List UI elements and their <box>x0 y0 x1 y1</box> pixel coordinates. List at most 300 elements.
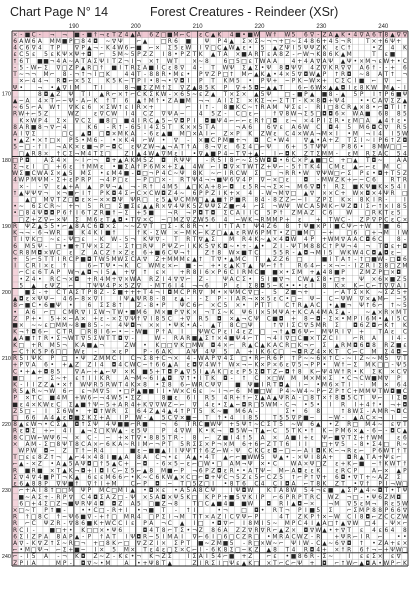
stitch-symbol: ◘ <box>148 488 154 495</box>
stitch-symbol: C <box>254 342 259 349</box>
stitch-symbol: ¬ <box>49 32 55 39</box>
stitch-symbol: W <box>49 230 56 237</box>
stitch-symbol: P <box>99 190 104 197</box>
stitch-symbol: T <box>217 323 222 330</box>
stitch-symbol: ↑ <box>49 507 55 514</box>
stitch-symbol: R <box>56 494 61 501</box>
stitch-symbol: 8 <box>205 58 209 65</box>
stitch-symbol: W <box>402 514 408 521</box>
stitch-symbol: ■ <box>37 58 43 65</box>
stitch-symbol: A <box>136 276 141 283</box>
stitch-symbol: 6 <box>347 428 352 435</box>
stitch-symbol: × <box>117 91 123 98</box>
stitch-symbol: ~ <box>148 534 154 541</box>
stitch-symbol: ▲ <box>309 157 315 164</box>
stitch-symbol: P <box>285 494 290 501</box>
stitch-symbol: 6 <box>365 124 370 131</box>
stitch-symbol: Ψ <box>315 144 321 151</box>
stitch-symbol: □ <box>105 151 111 158</box>
stitch-symbol: ⌐ <box>235 118 241 125</box>
stitch-symbol: I <box>230 488 233 495</box>
stitch-symbol: + <box>291 144 296 151</box>
stitch-symbol: ⌐ <box>377 534 383 541</box>
stitch-symbol: × <box>371 39 377 46</box>
stitch-symbol: T <box>161 507 166 514</box>
stitch-symbol: Σ <box>167 85 172 92</box>
stitch-symbol: ε <box>137 204 141 211</box>
stitch-symbol: ∇ <box>316 58 321 65</box>
stitch-symbol: ~ <box>247 105 253 112</box>
stitch-symbol: K <box>93 521 98 528</box>
stitch-symbol: Σ <box>229 356 234 363</box>
stitch-symbol: ε <box>341 164 345 171</box>
stitch-symbol: R <box>211 157 216 164</box>
stitch-symbol: ε <box>390 329 395 336</box>
stitch-symbol: 4 <box>31 210 36 217</box>
stitch-symbol: ε <box>44 323 48 330</box>
stitch-symbol: R <box>266 527 271 534</box>
stitch-symbol: ↑ <box>37 336 43 343</box>
stitch-symbol: ε <box>100 164 104 171</box>
stitch-symbol: M <box>278 468 284 475</box>
stitch-symbol: • <box>236 243 240 250</box>
stitch-symbol: Σ <box>75 217 79 224</box>
stitch-symbol: ■ <box>111 65 117 72</box>
stitch-symbol: □ <box>148 501 154 508</box>
stitch-symbol: C <box>167 415 172 422</box>
stitch-symbol: ~ <box>216 408 222 415</box>
stitch-symbol: R <box>142 296 148 303</box>
stitch-symbol: × <box>192 309 197 316</box>
stitch-symbol: Z <box>74 362 79 369</box>
stitch-symbol: P <box>310 362 314 369</box>
stitch-symbol: C <box>235 276 240 283</box>
stitch-symbol: ~ <box>297 197 303 204</box>
stitch-symbol: T <box>236 481 240 488</box>
stitch-symbol: ⌐ <box>216 448 222 455</box>
stitch-symbol: 4 <box>248 190 253 197</box>
stitch-symbol: □ <box>92 65 99 72</box>
stitch-symbol: ▲ <box>229 256 234 263</box>
stitch-symbol: □ <box>18 375 25 382</box>
stitch-symbol: I <box>329 223 332 230</box>
stitch-symbol: 8 <box>13 422 17 429</box>
stitch-symbol: ⌐ <box>235 455 241 462</box>
stitch-symbol: ◘ <box>99 468 105 475</box>
stitch-symbol: • <box>223 256 228 263</box>
stitch-symbol: K <box>316 468 321 475</box>
stitch-symbol: R <box>173 157 179 164</box>
stitch-symbol: I <box>125 488 128 495</box>
stitch-symbol: 4 <box>13 45 17 52</box>
stitch-symbol: Σ <box>124 190 129 197</box>
stitch-symbol: ∇ <box>211 243 216 250</box>
stitch-symbol: ◘ <box>167 290 173 297</box>
stitch-symbol: 8 <box>316 243 321 250</box>
stitch-symbol: 4 <box>149 527 154 534</box>
stitch-symbol: ⌐ <box>136 481 142 488</box>
stitch-symbol: 8 <box>155 435 160 442</box>
stitch-symbol: 6 <box>279 362 284 369</box>
stitch-symbol: Ψ <box>186 448 191 455</box>
stitch-symbol: P <box>223 283 228 290</box>
stitch-symbol: T <box>341 481 345 488</box>
stitch-symbol: ▲ <box>390 32 395 39</box>
stitch-symbol: • <box>297 171 302 178</box>
stitch-symbol: - <box>292 52 295 59</box>
stitch-symbol: □ <box>216 230 223 237</box>
stitch-symbol: × <box>334 316 340 323</box>
stitch-symbol: K <box>402 560 407 567</box>
stitch-symbol: 6 <box>13 243 17 250</box>
stitch-symbol: ¬ <box>241 138 247 145</box>
stitch-symbol: I <box>391 316 394 323</box>
stitch-symbol: A <box>44 171 49 178</box>
stitch-symbol: + <box>396 39 402 46</box>
stitch-symbol: ◘ <box>167 375 173 382</box>
stitch-symbol: 4 <box>62 296 67 303</box>
stitch-symbol: M <box>365 501 371 508</box>
stitch-symbol: • <box>378 560 382 567</box>
stitch-symbol: 8 <box>106 118 110 125</box>
stitch-symbol: T <box>167 441 172 448</box>
stitch-symbol: K <box>75 105 79 112</box>
stitch-symbol: ■ <box>216 197 223 204</box>
stitch-symbol: P <box>155 171 160 178</box>
stitch-symbol: Σ <box>384 349 389 356</box>
stitch-symbol: ⌐ <box>253 204 259 211</box>
stitch-symbol: K <box>266 342 271 349</box>
stitch-symbol: W <box>160 91 167 98</box>
stitch-symbol: K <box>291 151 296 158</box>
stitch-symbol: • <box>118 389 123 396</box>
stitch-symbol: + <box>37 369 43 376</box>
stitch-symbol: K <box>99 375 104 382</box>
stitch-symbol: ↑ <box>216 362 222 369</box>
stitch-symbol: ▲ <box>148 415 154 422</box>
stitch-symbol: ε <box>397 435 401 442</box>
stitch-symbol: ■ <box>148 389 154 396</box>
stitch-symbol: M <box>272 217 278 224</box>
stitch-symbol: ⌐ <box>93 263 98 270</box>
stitch-symbol: I <box>150 316 153 323</box>
stitch-symbol: ↑ <box>93 481 98 488</box>
stitch-symbol: ¬ <box>130 375 136 382</box>
stitch-symbol: W <box>210 362 216 369</box>
stitch-symbol: Σ <box>44 65 48 72</box>
stitch-symbol: × <box>216 336 222 343</box>
stitch-symbol: T <box>13 237 17 244</box>
stitch-symbol: C <box>99 250 104 257</box>
stitch-symbol: 6 <box>50 349 55 356</box>
stitch-symbol: + <box>31 342 37 349</box>
stitch-symbol: □ <box>284 91 291 98</box>
stitch-symbol: + <box>86 408 92 415</box>
stitch-symbol: P <box>322 197 327 204</box>
stitch-symbol: Ψ <box>241 514 247 521</box>
stitch-symbol: 8 <box>93 329 98 336</box>
stitch-symbol: 4 <box>372 527 376 534</box>
stitch-symbol: ⌐ <box>371 514 377 521</box>
stitch-symbol: W <box>377 256 384 263</box>
stitch-symbol: □ <box>253 402 260 409</box>
stitch-symbol: ε <box>366 554 370 561</box>
stitch-symbol: W <box>296 204 303 211</box>
stitch-symbol: ▲ <box>353 105 358 112</box>
stitch-symbol: I <box>255 494 258 501</box>
stitch-symbol: ■ <box>111 455 117 462</box>
stitch-symbol: ↑ <box>136 316 142 323</box>
stitch-symbol: T <box>335 256 339 263</box>
stitch-symbol: ▲ <box>204 237 210 244</box>
stitch-symbol: Z <box>130 283 135 290</box>
stitch-symbol: ¬ <box>142 507 148 514</box>
stitch-symbol: ↑ <box>334 72 340 79</box>
stitch-symbol: A <box>248 408 253 415</box>
stitch-symbol: K <box>13 382 18 389</box>
stitch-symbol: - <box>63 237 66 244</box>
stitch-symbol: × <box>161 164 167 171</box>
stitch-symbol: + <box>322 78 327 85</box>
stitch-symbol: 5 <box>279 422 284 429</box>
stitch-symbol: × <box>111 131 117 138</box>
stitch-symbol: 4 <box>149 290 154 297</box>
stitch-symbol: M <box>396 309 402 316</box>
stitch-symbol: ■ <box>74 547 80 554</box>
stitch-symbol: I <box>125 534 128 541</box>
stitch-symbol: ∇ <box>359 32 364 39</box>
stitch-symbol: ⌐ <box>352 461 358 468</box>
stitch-symbol: 5 <box>211 554 215 561</box>
stitch-symbol: T <box>155 527 160 534</box>
stitch-symbol: I <box>373 131 375 138</box>
stitch-symbol: ~ <box>192 415 197 422</box>
stitch-symbol: • <box>149 78 153 85</box>
stitch-symbol: I <box>100 296 103 303</box>
stitch-symbol: × <box>62 316 68 323</box>
stitch-symbol: Ψ <box>148 237 154 244</box>
stitch-symbol: C <box>340 217 346 224</box>
stitch-symbol: ↑ <box>377 204 383 211</box>
stitch-symbol: - <box>100 45 103 52</box>
stitch-symbol: M <box>365 389 371 396</box>
stitch-symbol: Σ <box>68 151 73 158</box>
stitch-symbol: ~ <box>179 230 185 237</box>
stitch-symbol: T <box>217 52 222 59</box>
stitch-symbol: 8 <box>254 197 259 204</box>
stitch-symbol: □ <box>321 441 328 448</box>
stitch-symbol: A <box>353 237 358 244</box>
stitch-symbol: ◘ <box>254 138 259 145</box>
stitch-symbol: Z <box>25 138 30 145</box>
stitch-symbol: × <box>322 190 327 197</box>
stitch-symbol: ⌐ <box>111 91 117 98</box>
stitch-symbol: Σ <box>396 474 401 481</box>
stitch-symbol: R <box>291 494 296 501</box>
stitch-symbol: 4 <box>37 98 42 105</box>
stitch-symbol: ~ <box>260 237 266 244</box>
stitch-symbol: R <box>13 514 18 521</box>
stitch-symbol: 8 <box>322 52 327 59</box>
stitch-symbol: I <box>100 85 103 92</box>
stitch-symbol: ~ <box>74 157 80 164</box>
stitch-symbol: W <box>352 521 359 528</box>
stitch-symbol: R <box>192 422 197 429</box>
stitch-symbol: ⌐ <box>142 138 148 145</box>
stitch-symbol: ∇ <box>353 474 358 481</box>
stitch-symbol: 6 <box>25 415 30 422</box>
stitch-symbol: ▲ <box>229 263 234 270</box>
stitch-symbol: P <box>310 514 314 521</box>
stitch-symbol: ◘ <box>278 316 284 323</box>
stitch-symbol: T <box>174 237 178 244</box>
stitch-symbol: + <box>12 256 18 263</box>
stitch-symbol: A <box>217 98 222 105</box>
stitch-symbol: I <box>243 415 245 422</box>
stitch-symbol: R <box>310 554 315 561</box>
stitch-symbol: ■ <box>216 501 223 508</box>
stitch-symbol: W <box>284 32 291 39</box>
stitch-symbol: 5 <box>87 204 92 211</box>
stitch-symbol: R <box>384 501 389 508</box>
stitch-symbol: + <box>111 402 117 409</box>
stitch-symbol: ε <box>81 197 85 204</box>
stitch-symbol: M <box>179 131 185 138</box>
stitch-symbol: ⌐ <box>278 540 284 547</box>
stitch-symbol: - <box>106 316 109 323</box>
stitch-symbol: Σ <box>341 78 345 85</box>
stitch-symbol: ↑ <box>328 243 334 250</box>
stitch-symbol: P <box>335 389 339 396</box>
stitch-symbol: 6 <box>37 230 42 237</box>
stitch-symbol: ▲ <box>210 91 216 98</box>
stitch-symbol: 6 <box>25 45 30 52</box>
stitch-symbol: ◘ <box>266 501 272 508</box>
stitch-symbol: ⌐ <box>223 184 228 191</box>
stitch-symbol: T <box>403 422 407 429</box>
stitch-symbol: ⌐ <box>266 554 272 561</box>
stitch-symbol: P <box>69 39 73 46</box>
stitch-symbol: A <box>303 448 308 455</box>
stitch-symbol: Σ <box>167 554 172 561</box>
stitch-symbol: I <box>45 408 47 415</box>
stitch-symbol: ∇ <box>136 540 141 547</box>
stitch-symbol: T <box>273 382 277 389</box>
stitch-symbol: - <box>156 461 159 468</box>
stitch-symbol: - <box>57 554 60 561</box>
stitch-symbol: + <box>93 316 98 323</box>
stitch-symbol: × <box>173 356 179 363</box>
stitch-symbol: K <box>279 283 284 290</box>
stitch-symbol: • <box>112 164 116 171</box>
stitch-symbol: ▲ <box>179 296 185 303</box>
stitch-symbol: ~ <box>377 428 383 435</box>
stitch-symbol: 6 <box>155 362 160 369</box>
stitch-symbol: 5 <box>205 85 209 92</box>
stitch-symbol: 6 <box>106 329 110 336</box>
stitch-symbol: × <box>340 111 346 118</box>
stitch-symbol: ∇ <box>384 283 389 290</box>
stitch-symbol: + <box>31 316 37 323</box>
stitch-symbol: ε <box>118 349 122 356</box>
stitch-symbol: ¬ <box>179 250 185 257</box>
stitch-symbol: ~ <box>142 474 148 481</box>
stitch-symbol: M <box>86 138 92 145</box>
stitch-symbol: Σ <box>372 441 376 448</box>
stitch-symbol: 4 <box>174 428 178 435</box>
stitch-symbol: 5 <box>205 316 209 323</box>
stitch-symbol: 6 <box>205 448 209 455</box>
stitch-symbol: ~ <box>247 362 253 369</box>
stitch-symbol: + <box>390 58 395 65</box>
stitch-symbol: ∇ <box>316 171 321 178</box>
stitch-symbol: W <box>327 237 334 244</box>
stitch-symbol: P <box>19 362 24 369</box>
stitch-symbol: ◘ <box>346 72 352 79</box>
stitch-symbol: 5 <box>68 171 73 178</box>
stitch-symbol: I <box>298 540 301 547</box>
stitch-symbol: 4 <box>260 197 265 204</box>
stitch-symbol: 5 <box>235 428 240 435</box>
stitch-symbol: - <box>82 32 85 39</box>
stitch-symbol: K <box>365 197 370 204</box>
stitch-symbol: - <box>385 65 388 72</box>
stitch-symbol: 4 <box>248 237 253 244</box>
stitch-symbol: T <box>254 468 259 475</box>
stitch-symbol: ∇ <box>124 316 129 323</box>
stitch-symbol: 6 <box>378 276 383 283</box>
stitch-symbol: ▲ <box>359 488 364 495</box>
stitch-symbol: × <box>229 131 235 138</box>
stitch-symbol: Σ <box>37 494 42 501</box>
stitch-symbol: - <box>205 547 208 554</box>
stitch-symbol: C <box>31 171 36 178</box>
stitch-symbol: • <box>112 138 116 145</box>
stitch-symbol: - <box>280 402 283 409</box>
stitch-symbol: ■ <box>352 184 359 191</box>
stitch-symbol: M <box>49 342 55 349</box>
stitch-symbol: 6 <box>297 85 302 92</box>
stitch-symbol: R <box>13 521 18 528</box>
stitch-symbol: W <box>204 329 210 336</box>
stitch-symbol: K <box>192 243 197 250</box>
stitch-symbol: 5 <box>19 389 24 396</box>
stitch-symbol: ⌐ <box>241 118 247 125</box>
stitch-symbol: ⌐ <box>55 547 61 554</box>
stitch-symbol: ¬ <box>167 210 173 217</box>
stitch-symbol: M <box>123 547 130 554</box>
stitch-symbol: ~ <box>371 488 377 495</box>
stitch-symbol: 6 <box>87 263 92 270</box>
stitch-symbol: K <box>37 356 42 363</box>
stitch-symbol: ⌐ <box>105 369 111 376</box>
stitch-symbol: ¬ <box>390 481 395 488</box>
stitch-symbol: ∇ <box>285 336 290 343</box>
stitch-symbol: ■ <box>228 105 235 112</box>
stitch-symbol: - <box>106 124 109 131</box>
stitch-symbol: • <box>62 243 67 250</box>
stitch-symbol: 4 <box>130 72 135 79</box>
stitch-symbol: M <box>43 177 49 184</box>
stitch-symbol: ◘ <box>278 382 284 389</box>
stitch-symbol: Σ <box>235 91 240 98</box>
stitch-symbol: ε <box>223 144 228 151</box>
stitch-symbol: □ <box>253 144 260 151</box>
stitch-symbol: ↑ <box>253 105 259 112</box>
stitch-symbol: 6 <box>143 250 147 257</box>
stitch-symbol: W <box>383 58 390 65</box>
stitch-symbol: ◘ <box>179 78 185 85</box>
